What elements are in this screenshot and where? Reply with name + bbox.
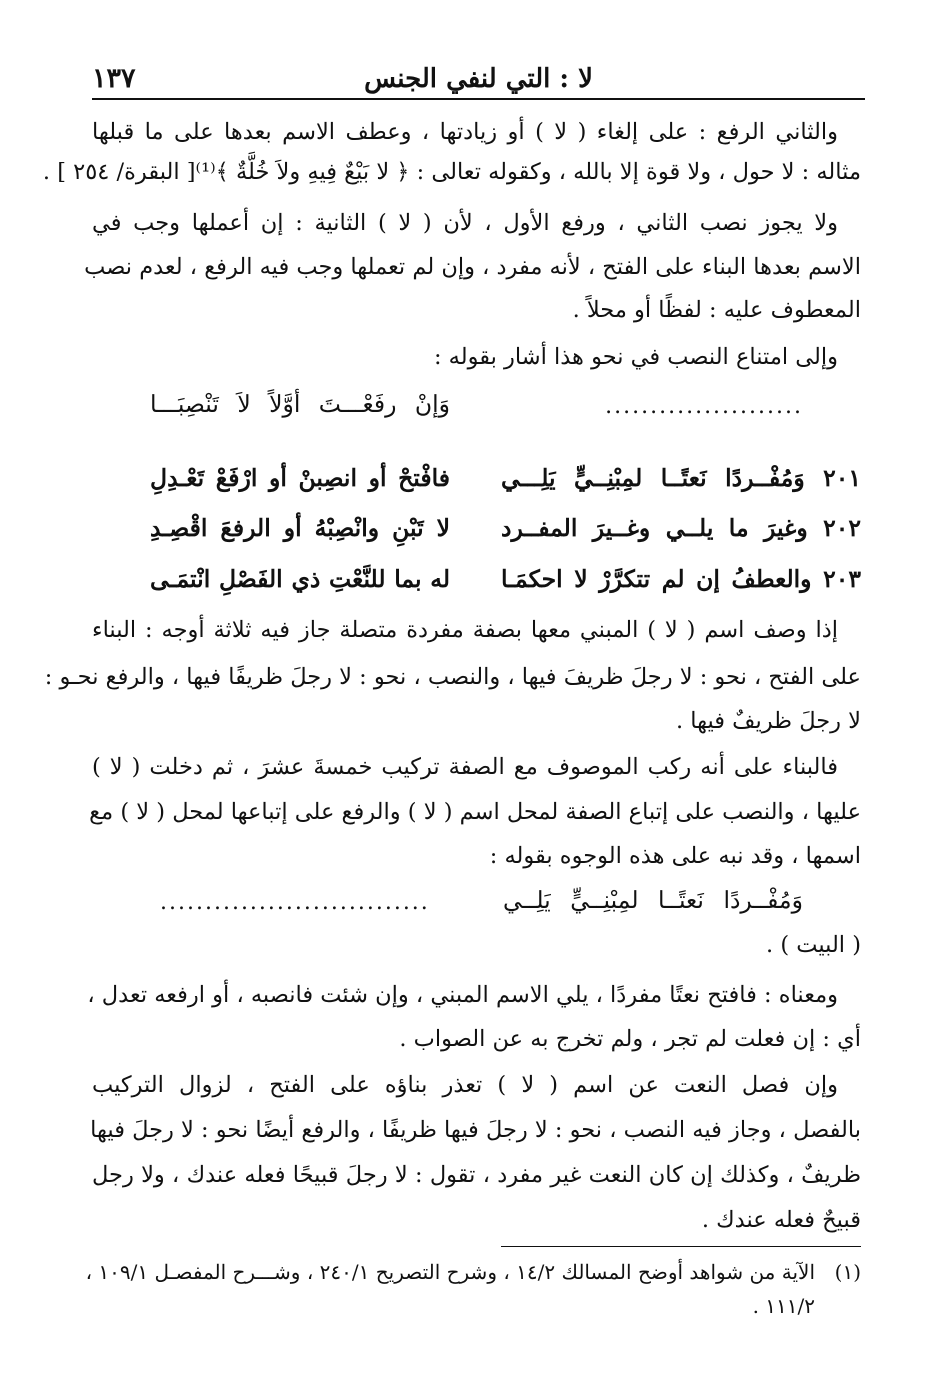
text-line: قبيحٌ فعله عندك . bbox=[701, 1207, 861, 1233]
chapter-title: لا : التي لنفي الجنس bbox=[364, 64, 593, 94]
text-line: فالبناء على أنه ركب الموصوف مع الصفة تركيب خمسةَ عشرَ ، ثم دخلت ( لا ) bbox=[92, 754, 838, 780]
verse-203-left: له بما للنَّعْتِ ذي الفَصْلِ انْتمَـى bbox=[150, 565, 450, 593]
text-line: اسمها ، وقد نبه على هذه الوجوه بقوله : bbox=[489, 843, 861, 869]
text-line: أي : إن فعلت لم تجر ، ولم تخرج به عن الصواب . bbox=[399, 1026, 861, 1052]
text-line: على الفتح ، نحو : لا رجلَ ظريفَ فيها ، والنصب ، نحو : لا رجلَ ظريفًا فيها ، والرفع نحـو : bbox=[44, 664, 861, 690]
text-line: ومعناه : فافتح نعتًا مفردًا ، يلي الاسم المبني ، وإن شئت فانصبه ، أو ارفعه تعدل ، bbox=[87, 982, 838, 1008]
footnote-number: (١) bbox=[834, 1260, 861, 1284]
verse-202-left: لا تَبْنِ وانْصِبْهُ أو الرفعَ اقْصِـدِ bbox=[150, 514, 450, 542]
verse-quote-right: وَمُفْــردًا نَعتًــا لمِبْنِــيٍّ يَلِــي bbox=[503, 886, 803, 914]
verse-203-right: ٢٠٣ والعطفُ إن لم تتكرَّرْ لا احكمَـا bbox=[501, 565, 861, 593]
header-divider bbox=[92, 98, 865, 100]
ellipsis-dots: ...................... bbox=[605, 394, 803, 419]
text-line: لا رجلَ ظريفٌ فيها . bbox=[675, 708, 861, 734]
verse-201-left: فافْتحْ أو انصِبنْ أو ارْفَعْ تَعْـدِلِ bbox=[150, 464, 450, 492]
verse-quote-left: وَإنْ رفَعْـــتَ أوَّلاً لاَ تَنْصِبَـــا bbox=[150, 390, 450, 418]
verse-202-right: ٢٠٢ وغيرَ ما يلــي وغــيرَ المفــرد bbox=[501, 514, 861, 542]
verse-201-right: ٢٠١ وَمُفْــردًا نَعتًــا لمِبْنِــيٍّ يَلِـــي bbox=[501, 464, 861, 492]
text-line: والثاني الرفع : على إلغاء ( لا ) أو زيادتها ، وعطف الاسم بعدها على ما قبلها bbox=[92, 119, 838, 145]
ellipsis-dots: .............................. bbox=[160, 890, 430, 915]
text-line: مثاله : لا حول ، ولا قوة إلا بالله ، وكقوله تعالى : ﴿ لا بَيْعٌ فِيهِ ولاَ خُلَّةٌ ﴾⁽¹⁾[ البقرة/ ٢٥٤ ] . bbox=[42, 159, 861, 185]
footnote-divider bbox=[501, 1246, 861, 1247]
text-line: ولا يجوز نصب الثاني ، ورفع الأول ، لأن ( لا ) الثانية : إن أعملها وجب في bbox=[92, 210, 838, 236]
text-line: عليها ، والنصب على إتباع الصفة لمحل اسم ( لا ) والرفع على إتباعها لمحل ( لا ) مع bbox=[89, 799, 861, 825]
text-line: ( البيت ) . bbox=[766, 932, 861, 958]
page-number: ١٣٧ bbox=[92, 63, 136, 94]
page-header bbox=[92, 62, 865, 98]
text-line: وإن فصل النعت عن اسم ( لا ) تعذر بناؤه على الفتح ، لزوال التركيب bbox=[92, 1072, 838, 1098]
text-line: الاسم بعدها البناء على الفتح ، لأنه مفرد ، وإن لم تعملها وجب فيه الرفع ، لعدم نصب bbox=[84, 254, 861, 280]
text-line: إذا وصف اسم ( لا ) المبني معها بصفة مفردة متصلة جاز فيه ثلاثة أوجه : البناء bbox=[92, 617, 838, 643]
text-line: ظريفٌ ، وكذلك إن كان النعت غير مفرد ، تقول : لا رجلَ قبيحًا فعله عندك ، ولا رجل bbox=[92, 1162, 861, 1188]
text-line: المعطوف عليه : لفظًا أو محلاً . bbox=[572, 297, 861, 323]
footnote-text: الآية من شواهد أوضح المسالك ١٤/٢ ، وشرح التصريح ٢٤٠/١ ، وشـــرح المفصـل ١٠٩/١ ، bbox=[85, 1260, 815, 1284]
footnote-text: ١١١/٢ . bbox=[752, 1294, 815, 1318]
text-line: بالفصل ، وجاز فيه النصب ، نحو : لا رجلَ فيها ظريفًا ، والرفع أيضًا نحو : لا رجلَ فيها bbox=[90, 1117, 861, 1143]
text-line: وإلى امتناع النصب في نحو هذا أشار بقوله : bbox=[433, 344, 838, 370]
